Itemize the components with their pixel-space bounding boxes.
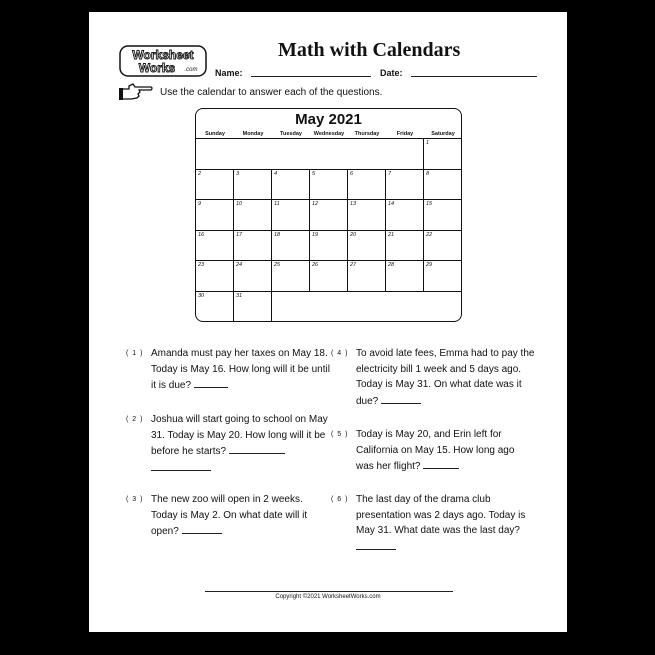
question-5: [331, 427, 526, 475]
calendar-day-number: 13: [350, 201, 357, 208]
question-text: Amanda must pay her taxes on May 18. Today is May 16. How long will it be until it is due?: [151, 348, 330, 391]
calendar-empty-cell: [196, 139, 424, 170]
calendar-day-number: 28: [388, 262, 395, 269]
answer-blank[interactable]: [423, 458, 459, 469]
question-number: ( 1 ): [126, 350, 144, 357]
weekday-header: Friday: [396, 131, 414, 137]
calendar-day-cell: [424, 231, 462, 262]
svg-text:Works: Works: [138, 61, 176, 75]
calendar-day-cell: [348, 231, 386, 262]
calendar-day-number: 10: [236, 201, 243, 208]
calendar-day-cell: [234, 231, 272, 262]
calendar-day-number: 9: [198, 201, 202, 208]
answer-blank[interactable]: [194, 377, 228, 388]
calendar-day-cell: [196, 170, 234, 201]
calendar-day-number: 11: [274, 201, 280, 208]
calendar-day-number: 8: [426, 170, 430, 177]
question-1: [126, 346, 331, 394]
calendar-day-number: 23: [198, 262, 205, 269]
question-number: ( 6 ): [331, 496, 349, 503]
calendar-day-number: 15: [426, 201, 433, 208]
weekday-header: Tuesday: [280, 131, 302, 137]
worksheet-page: [89, 12, 567, 632]
calendar-day-number: 31: [236, 293, 243, 299]
calendar-day-number: 3: [236, 170, 240, 177]
weekday-header: Monday: [242, 131, 264, 137]
calendar-day-cell: [424, 200, 462, 231]
calendar-day-number: 25: [274, 262, 281, 269]
weekday-header: Saturday: [431, 131, 455, 137]
svg-text:Worksheet: Worksheet: [132, 48, 194, 62]
calendar-day-number: 2: [198, 170, 202, 177]
page-title: Math with Calendars: [278, 39, 461, 61]
calendar-day-cell: [234, 170, 272, 201]
footer-divider: [205, 591, 453, 592]
calendar-day-cell: [348, 200, 386, 231]
question-number: ( 3 ): [126, 496, 144, 503]
calendar-day-cell: [386, 231, 424, 262]
svg-text:.com: .com: [184, 67, 198, 73]
question-text: The new zoo will open in 2 weeks. Today is May 2. On what date will it open?: [151, 494, 308, 537]
calendar-day-cell: [386, 170, 424, 201]
calendar-day-cell: [196, 292, 234, 322]
weekday-header: Sunday: [205, 131, 225, 137]
calendar-day-cell: [196, 261, 234, 292]
calendar-day-cell: [424, 139, 462, 170]
copyright: Copyright ©2021 WorksheetWorks.com: [275, 594, 381, 600]
weekday-header: Thursday: [354, 131, 380, 137]
calendar-day-cell: [196, 231, 234, 262]
calendar-day-cell: [234, 261, 272, 292]
calendar-day-number: 30: [198, 293, 205, 299]
calendar-day-number: 1: [426, 140, 430, 146]
question-text: The last day of the drama club presentation was 2 days ago. Today is May 31. What date was the last day?: [356, 494, 526, 536]
calendar-day-cell: [348, 170, 386, 201]
name-field[interactable]: [251, 76, 371, 77]
calendar-day-cell: [310, 170, 348, 201]
question-number: ( 4 ): [331, 350, 349, 357]
calendar-day-number: 29: [426, 262, 433, 269]
pointing-hand-icon: [119, 83, 153, 101]
date-field[interactable]: [411, 76, 537, 77]
calendar-title: May 2021: [295, 111, 362, 128]
calendar-day-cell: [272, 170, 310, 201]
calendar-day-number: 22: [426, 231, 433, 238]
calendar-day-number: 20: [350, 231, 357, 238]
calendar-day-number: 16: [198, 231, 205, 238]
calendar-day-cell: [424, 170, 462, 201]
calendar-day-number: 21: [388, 231, 395, 238]
calendar-day-number: 17: [236, 231, 243, 238]
calendar-day-number: 18: [274, 231, 281, 238]
question-text: To avoid late fees, Emma had to pay the electricity bill 1 week and 5 days ago. Today is May 31. On what date was it due?: [356, 348, 535, 407]
calendar-day-cell: [348, 261, 386, 292]
calendar-day-cell: [310, 261, 348, 292]
calendar-day-cell: [234, 292, 272, 322]
calendar-day-number: 5: [312, 170, 316, 177]
weekday-header: Wednesday: [313, 131, 345, 137]
calendar-day-cell: [310, 231, 348, 262]
calendar-grid: [196, 138, 462, 322]
question-4: [331, 346, 542, 409]
calendar-day-number: 19: [312, 231, 319, 238]
calendar-day-cell: [234, 200, 272, 231]
calendar-day-number: 26: [312, 262, 319, 269]
answer-blank[interactable]: [182, 523, 222, 534]
name-label: Name:: [215, 68, 243, 78]
answer-blank[interactable]: [151, 460, 211, 471]
calendar: [195, 108, 462, 322]
date-label: Date:: [380, 68, 403, 78]
question-3: [126, 492, 331, 540]
calendar-day-number: 27: [350, 262, 357, 269]
calendar-day-number: 12: [312, 201, 319, 208]
calendar-day-number: 6: [350, 170, 354, 177]
question-2: [126, 412, 331, 476]
question-6: [331, 492, 542, 555]
calendar-day-cell: [272, 200, 310, 231]
calendar-day-number: 14: [388, 201, 395, 208]
calendar-day-cell: [386, 261, 424, 292]
answer-blank[interactable]: [381, 393, 421, 404]
calendar-day-cell: [310, 200, 348, 231]
calendar-day-number: 7: [388, 170, 392, 177]
answer-blank[interactable]: [356, 539, 396, 550]
calendar-day-cell: [272, 261, 310, 292]
calendar-day-number: 4: [274, 170, 278, 177]
answer-blank[interactable]: [229, 443, 285, 454]
worksheetworks-logo: [119, 45, 207, 77]
question-number: ( 2 ): [126, 416, 144, 423]
calendar-day-cell: [196, 200, 234, 231]
question-number: ( 5 ): [331, 431, 349, 438]
calendar-day-cell: [386, 200, 424, 231]
question-text: Joshua will start going to school on May 31. Today is May 20. How long will it be before he starts?: [151, 414, 328, 457]
calendar-day-cell: [272, 231, 310, 262]
calendar-day-cell: [424, 261, 462, 292]
instructions: Use the calendar to answer each of the questions.: [160, 87, 383, 98]
calendar-day-number: 24: [236, 262, 243, 269]
question-text: Today is May 20, and Erin left for California on May 15. How long ago was her flight?: [356, 429, 515, 472]
